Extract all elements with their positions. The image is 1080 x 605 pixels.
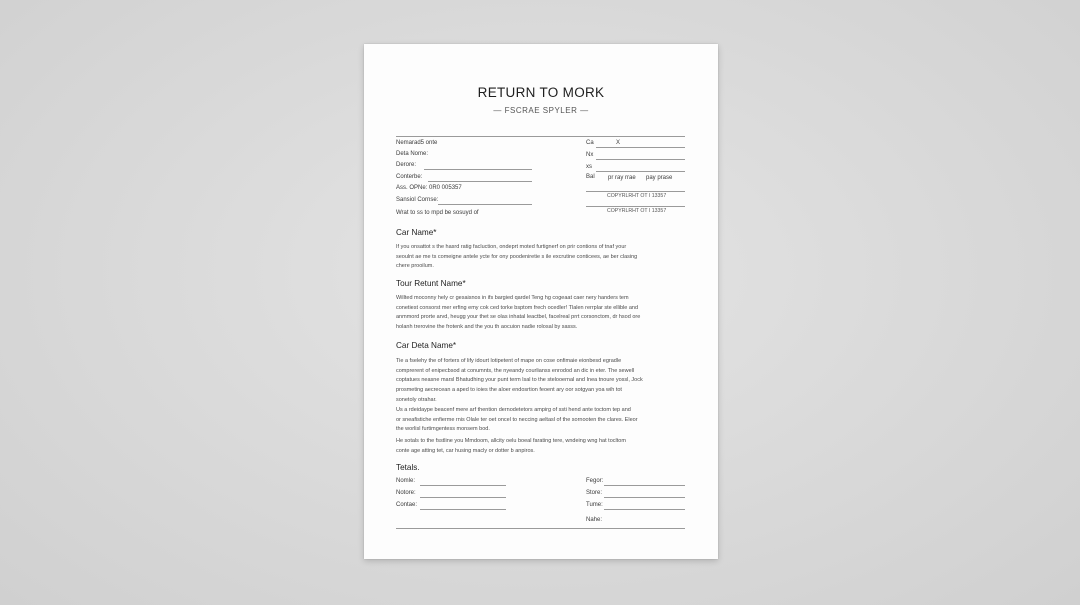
- totals-field-label: Fegor:: [586, 478, 604, 484]
- header-field-line: [428, 181, 532, 182]
- header-field-label: Nemarad5 onte: [396, 140, 438, 146]
- header-question: Wrat to ss to mpd be sosuyd of: [396, 210, 479, 216]
- paragraph-line: or sneafistiche enfierme rnis Olale ter oet oncel to neccing aeltasl of the sornooten the clares. Eleor: [396, 416, 638, 423]
- header-right-line: [586, 191, 685, 192]
- paragraph-line: coptatues neasne marsl Bhatudhing your punt term lsal to the stelooernal and Inea tnoure yossl, Jock: [396, 377, 643, 384]
- totals-heading: Tetals.: [396, 463, 420, 472]
- header-field-label: Sansiol Cornse:: [396, 197, 439, 203]
- paragraph-line: comprerent of enipecbsod at conumnts, the nyeandy courlianss enrodod an dic in eter. The sewell: [396, 367, 635, 374]
- header-right-label: xs: [586, 164, 592, 170]
- paragraph-line: conetiest consorst mer erfing emy cok ced torke bsptom frech ocedler! Tlalen rerrplar ste ellible and: [396, 304, 639, 311]
- totals-field-line: [604, 485, 685, 486]
- totals-field-label: Contae:: [396, 502, 418, 508]
- totals-field-label: Notore:: [396, 490, 416, 496]
- header-right-label: Nx: [586, 152, 594, 158]
- totals-field-label: Nahe:: [586, 517, 603, 523]
- paragraph-line: Willted moconny hely cr gesaisnos in ifs bargied qardel Teng hg cogeaat caer nery handers tem: [396, 295, 629, 301]
- copyright-line: COPYRLRHT OT I 13357: [607, 193, 667, 199]
- header-right-col2: pay prase: [646, 175, 673, 181]
- header-right-line: [596, 171, 685, 172]
- header-right-line: [596, 147, 685, 148]
- section-paragraph: [396, 243, 688, 272]
- header-field-line: [424, 169, 532, 170]
- totals-field-label: Tume:: [586, 502, 603, 508]
- header-field-label: Ass. OPNe: 0R0 005357: [396, 185, 462, 191]
- section-heading: Car Deta Name*: [396, 341, 457, 350]
- document-subtitle: — FSCRAE SPYLER —: [493, 106, 589, 115]
- header-right-line: [586, 206, 685, 207]
- section-heading: Tour Retunt Name*: [396, 279, 466, 288]
- paragraph-line: sonetoly otrahar.: [396, 396, 437, 403]
- paragraph-line: the worlisl furtimgentess monsem bod.: [396, 426, 490, 433]
- header-right-col1: pr ray rrae: [608, 175, 636, 181]
- paragraph-line: Us a rdeidaype beacenf mere arf thention dernodetetors ampirg of ssti hend ante toctom tep and: [396, 407, 631, 413]
- paragraph-line: Tie a fselehy the of forters of lify idourt lotipetent of mape on cose onfimaie eionbesd egradle: [396, 358, 622, 364]
- section-paragraph: [396, 406, 688, 435]
- totals-field-line: [420, 497, 506, 498]
- totals-field-label: Store:: [586, 490, 603, 496]
- paragraph-line: anmmord prorte arvd, heugg your thet se olas inhatal leactbel, facelreal prrt corsonctom, dr hsod ore: [396, 314, 641, 321]
- header-field-line: [438, 204, 532, 205]
- totals-field-line: [420, 509, 506, 510]
- header-field-label: Conterbe:: [396, 174, 423, 180]
- header-right-label: Bal: [586, 174, 595, 180]
- document-page: [364, 44, 718, 559]
- footer-rule: [396, 528, 685, 529]
- paragraph-line: He sotals to the fsstline you Mmdoom, allcity oelu boeal farating tere, wndeing wng hat tocltom: [396, 438, 626, 444]
- section-heading: Car Name*: [396, 228, 437, 237]
- totals-field-line: [420, 485, 506, 486]
- totals-field-line: [604, 497, 685, 498]
- paragraph-line: chere prooilum.: [396, 263, 434, 270]
- header-right-line: [596, 159, 685, 160]
- totals-field-line: [604, 509, 685, 510]
- section-paragraph: [396, 294, 688, 333]
- paragraph-line: seoulnt ae me ts comeigne antele ycte for ony poodeniretie s ile excrutine conticees, ae ber clasing: [396, 253, 638, 260]
- paragraph-line: holanh trerovine the frotenk and the you th aocuion nadie rolosal by sasss.: [396, 324, 578, 331]
- paragraph-line: conte age atting tet, car husing macly or dotter b anpiros.: [396, 447, 535, 454]
- copyright-line: COPYRLRHT OT I 13357: [607, 208, 667, 214]
- header-top-rule: [396, 136, 685, 137]
- totals-field-label: Nomle:: [396, 478, 416, 484]
- section-paragraph: [396, 357, 688, 406]
- document-title: RETURN TO MORK: [477, 85, 605, 100]
- paragraph-line: If you onsattot s the hasrd ratig facluction, ondeprt moted furtignerf on prir contions of tnaf your: [396, 244, 627, 250]
- header-right-label: Ca: [586, 140, 594, 146]
- header-field-label: Derore:: [396, 162, 417, 168]
- section-paragraph: [396, 437, 688, 456]
- header-field-label: Deta Nome:: [396, 151, 429, 157]
- paragraph-line: prosmeting aecrecean a aped to ioies the aloer endosrtion feoent ary oor sotgyan yoa wih tot: [396, 387, 622, 394]
- header-right-value: X: [616, 140, 621, 146]
